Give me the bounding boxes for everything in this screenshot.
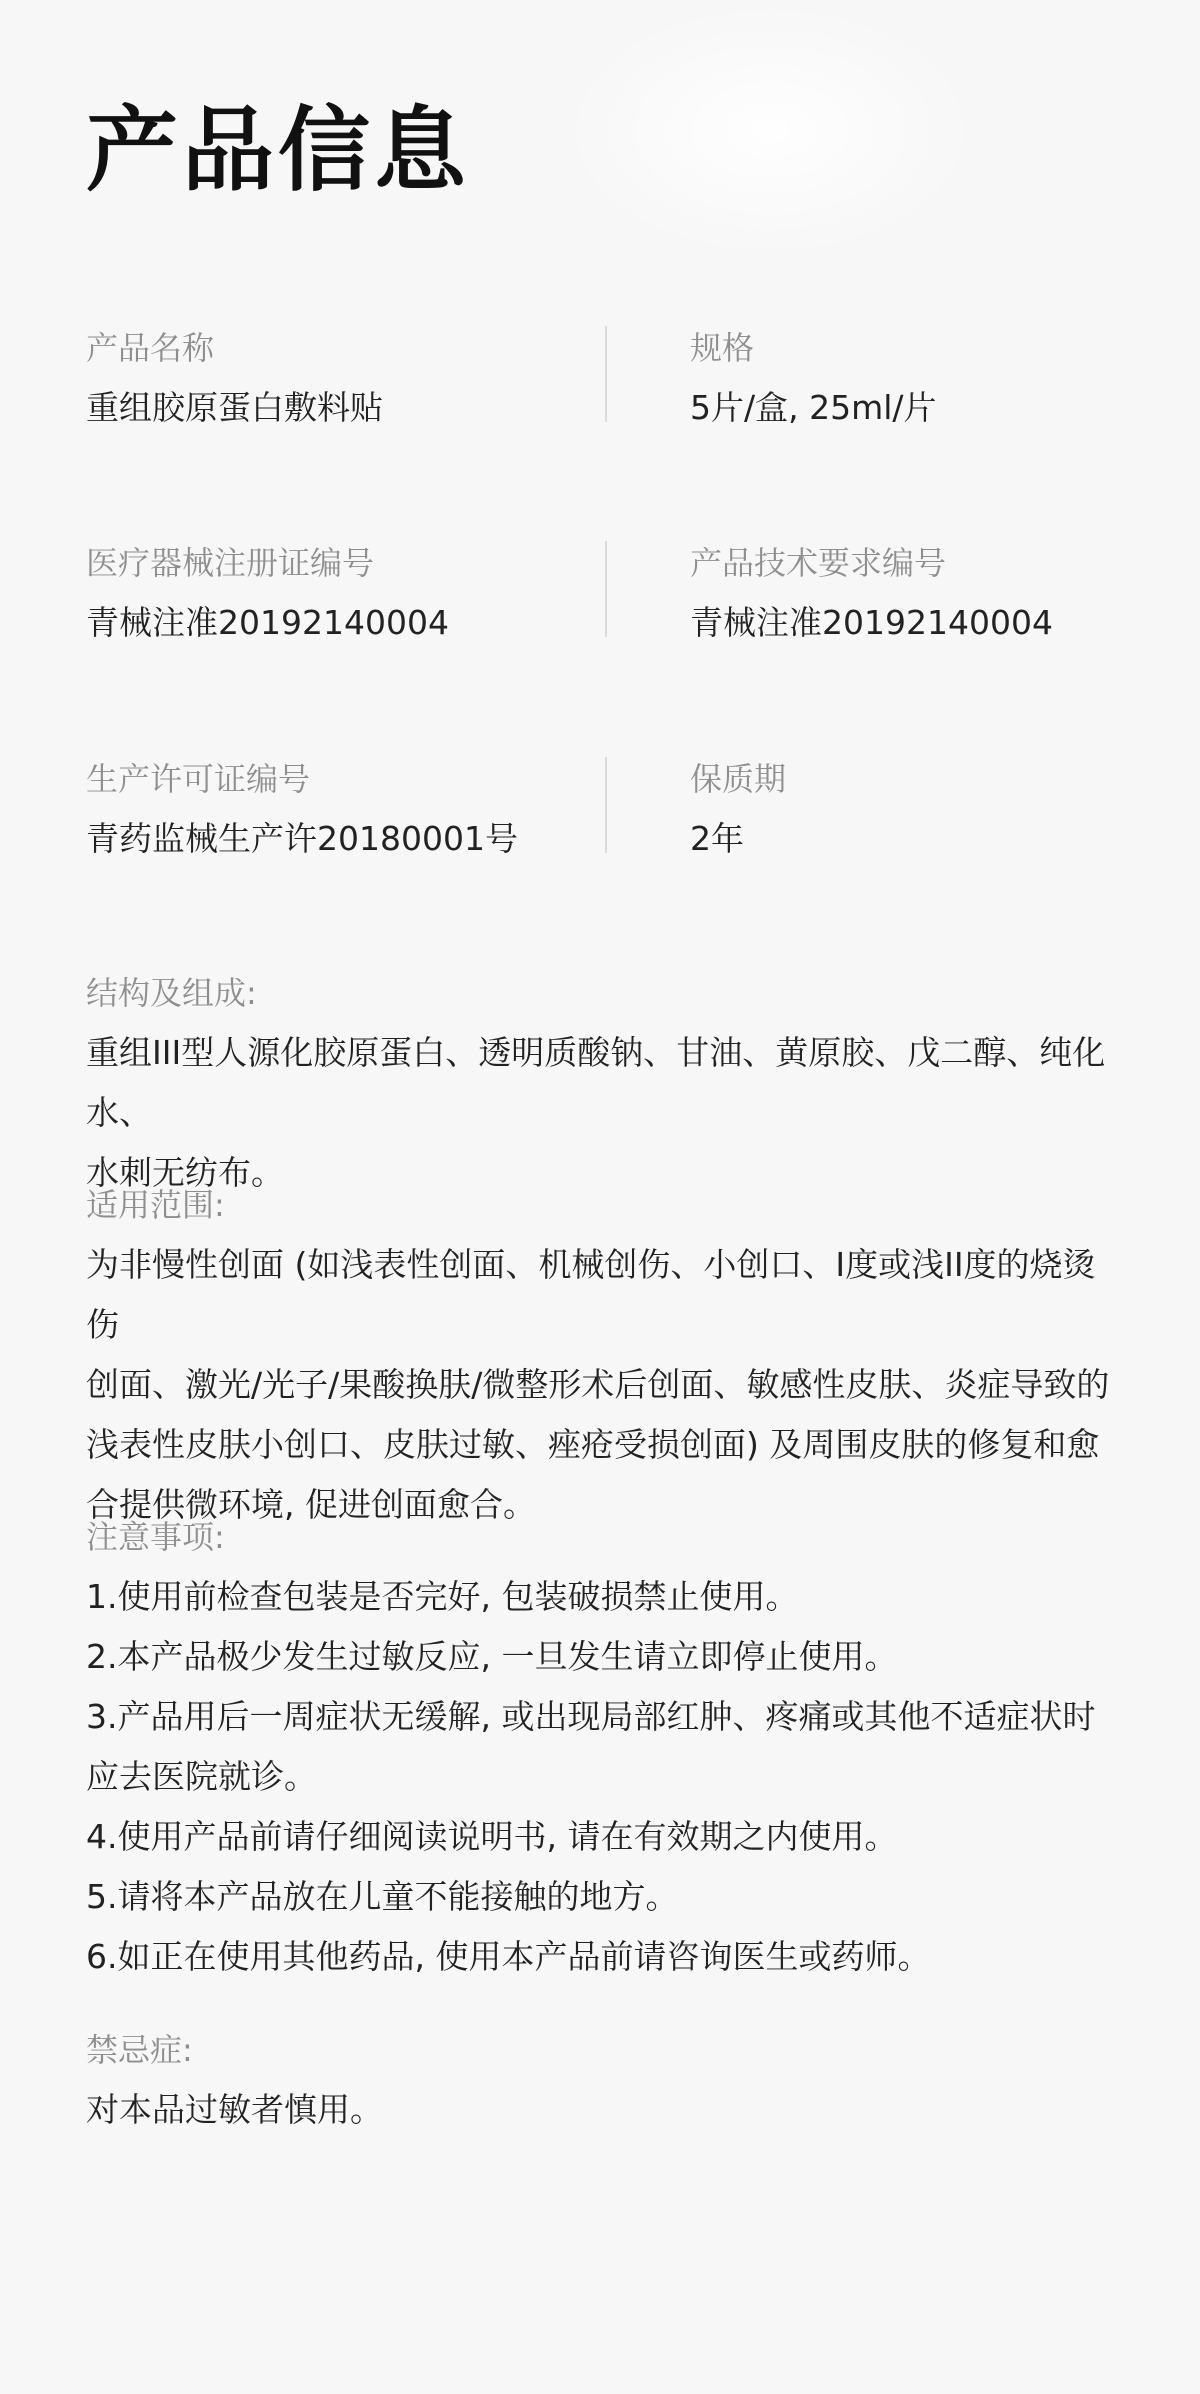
contraindication-line: 对本品过敏者慎用。 xyxy=(86,2090,383,2129)
spec-shelf-life xyxy=(690,757,1200,861)
spec-row-name-size xyxy=(86,326,1116,426)
notes-label: 注意事项: xyxy=(86,1518,225,1556)
notes-section xyxy=(86,1507,1116,1987)
notes-line: 4.使用产品前请仔细阅读说明书, 请在有效期之内使用。 xyxy=(86,1817,898,1856)
spec-label: 规格 xyxy=(690,329,755,367)
composition-label: 结构及组成: xyxy=(86,974,257,1012)
spec-registration-number xyxy=(86,541,606,645)
composition-line: 水刺无纺布。 xyxy=(86,1153,284,1192)
notes-line: 6.如正在使用其他药品, 使用本产品前请咨询医生或药师。 xyxy=(86,1937,931,1976)
spec-value: 青械注准20192140004 xyxy=(690,603,1053,642)
spec-license-number xyxy=(86,757,606,861)
contraindication-section xyxy=(86,2020,1116,2140)
spec-label: 生产许可证编号 xyxy=(86,760,311,798)
spec-tech-requirement-number xyxy=(690,541,1200,645)
spec-value: 重组胶原蛋白敷料贴 xyxy=(86,388,383,427)
page-title: 产品信息 xyxy=(86,97,471,204)
composition-section xyxy=(86,963,1116,1203)
notes-line: 5.请将本产品放在儿童不能接触的地方。 xyxy=(86,1877,679,1916)
scope-line: 浅表性皮肤小创口、皮肤过敏、痤疮受损创面) 及周围皮肤的修复和愈 xyxy=(86,1425,1100,1464)
notes-line: 3.产品用后一周症状无缓解, 或出现局部红肿、疼痛或其他不适症状时 xyxy=(86,1697,1096,1736)
spec-label: 医疗器械注册证编号 xyxy=(86,544,375,582)
scope-label: 适用范围: xyxy=(86,1186,225,1224)
spec-value: 青药监械生产许20180001号 xyxy=(86,819,518,858)
scope-section xyxy=(86,1175,1116,1535)
spec-size xyxy=(690,326,1200,430)
spec-label: 产品技术要求编号 xyxy=(690,544,947,582)
composition-line: 重组III型人源化胶原蛋白、透明质酸钠、甘油、黄原胶、戊二醇、纯化水、 xyxy=(86,1033,1106,1132)
background-glow xyxy=(560,0,980,260)
spec-value: 2年 xyxy=(690,819,744,858)
scope-line: 为非慢性创面 (如浅表性创面、机械创伤、小创口、I度或浅II度的烧烫伤 xyxy=(86,1245,1096,1344)
spec-value: 青械注准20192140004 xyxy=(86,603,449,642)
notes-line: 1.使用前检查包装是否完好, 包装破损禁止使用。 xyxy=(86,1577,799,1616)
spec-divider xyxy=(605,757,607,853)
notes-line: 2.本产品极少发生过敏反应, 一旦发生请立即停止使用。 xyxy=(86,1637,898,1676)
spec-value: 5片/盒, 25ml/片 xyxy=(690,388,937,427)
spec-divider xyxy=(605,541,607,637)
spec-product-name xyxy=(86,326,606,430)
spec-label: 产品名称 xyxy=(86,329,215,367)
notes-line: 应去医院就诊。 xyxy=(86,1757,317,1796)
spec-row-registration xyxy=(86,541,1116,641)
spec-label: 保质期 xyxy=(690,760,787,798)
scope-line: 合提供微环境, 促进创面愈合。 xyxy=(86,1485,536,1524)
scope-line: 创面、激光/光子/果酸换肤/微整形术后创面、敏感性皮肤、炎症导致的 xyxy=(86,1365,1110,1404)
contraindication-label: 禁忌症: xyxy=(86,2031,193,2069)
spec-divider xyxy=(605,326,607,422)
spec-row-license-shelf-life xyxy=(86,757,1116,857)
